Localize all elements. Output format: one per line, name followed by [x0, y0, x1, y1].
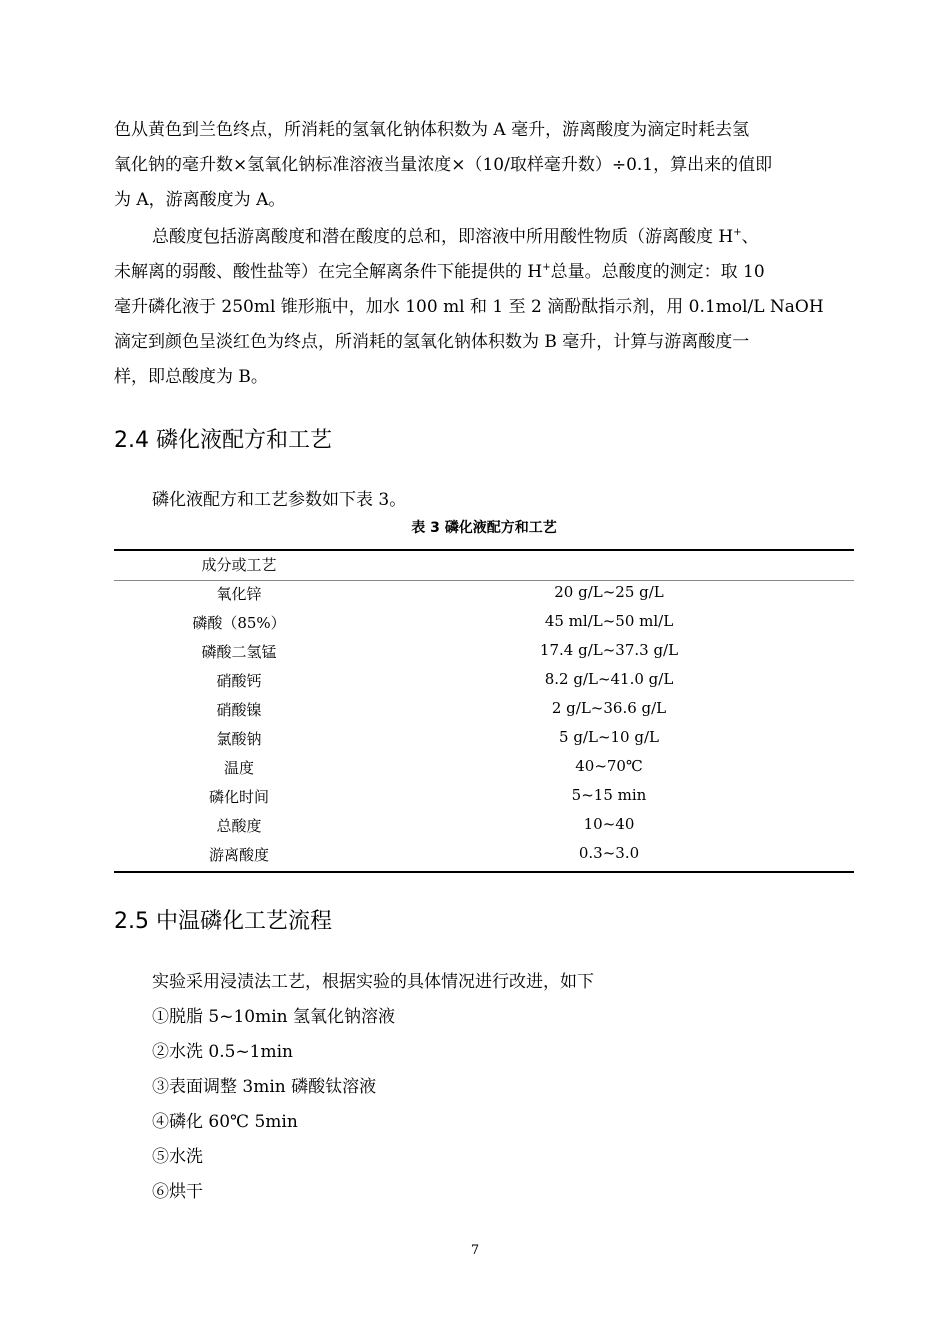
table-cell-item: 硝酸镍: [216, 701, 262, 719]
process-step: ④磷化 60℃ 5min: [152, 1112, 298, 1132]
paragraph-line: 样，即总酸度为 B。: [114, 367, 268, 387]
paragraph-line: 色从黄色到兰色终点，所消耗的氢氧化钠体积数为 A 毫升，游离酸度为滴定时耗去氢: [114, 120, 750, 140]
table-cell-value: 5~15 min: [571, 786, 647, 804]
table-cell-value: 5 g/L~10 g/L: [559, 728, 659, 746]
table-cell-item: 磷化时间: [208, 788, 269, 806]
text-run: 、: [741, 227, 759, 247]
table-cell-value: 10~40: [583, 815, 635, 833]
table-cell-value: 45 ml/L~50 ml/L: [544, 612, 674, 630]
table-cell-item: 硝酸钙: [216, 672, 262, 690]
paragraph-line: 毫升磷化液于 250ml 锥形瓶中，加水 100 ml 和 1 至 2 滴酚酞指示剂，用 0.1mol/L NaOH: [114, 297, 824, 317]
paragraph-total-acidity: [114, 220, 838, 395]
section-heading-2-4: 2.4 磷化液配方和工艺: [114, 428, 332, 453]
text-run: 总酸度包括游离酸度和潜在酸度的总和，即溶液中所用酸性物质（游离酸度 H: [152, 227, 734, 247]
table-header-cell: 成分或工艺: [201, 556, 277, 574]
paragraph-free-acidity: [114, 113, 838, 218]
process-step: ①脱脂 5~10min 氢氧化钠溶液: [152, 1007, 396, 1027]
table-cell-value: 40~70℃: [575, 757, 643, 775]
paragraph-line: [114, 220, 838, 255]
table-bottom-rule: [114, 871, 854, 873]
text-run: 总量。总酸度的测定：取 10: [550, 262, 765, 282]
process-step: ③表面调整 3min 磷酸钛溶液: [152, 1077, 377, 1097]
superscript: +: [542, 262, 551, 273]
paragraph-line: 氧化钠的毫升数×氢氧化钠标准溶液当量浓度×（10/取样毫升数）÷0.1，算出来的值即: [114, 155, 773, 175]
table-cell-value: 2 g/L~36.6 g/L: [551, 699, 667, 717]
table-cell-item: 氯酸钠: [216, 730, 262, 748]
superscript: +: [733, 227, 742, 238]
table-caption: 表 3 磷化液配方和工艺: [411, 520, 557, 536]
paragraph-line: 滴定到颜色呈淡红色为终点，所消耗的氢氧化钠体积数为 B 毫升，计算与游离酸度一: [114, 332, 750, 352]
table-cell-value: 20 g/L~25 g/L: [554, 583, 664, 601]
paragraph-line: 为 A，游离酸度为 A。: [114, 190, 286, 210]
section-intro: 磷化液配方和工艺参数如下表 3。: [152, 490, 407, 510]
table-cell-item: 氧化锌: [216, 585, 262, 603]
process-step: ⑥烘干: [152, 1182, 203, 1202]
table-cell-value: 0.3~3.0: [578, 844, 640, 862]
section-heading-2-5: 2.5 中温磷化工艺流程: [114, 909, 332, 934]
table-cell-item: 磷酸（85%）: [192, 614, 286, 632]
table-header-rule: [114, 580, 854, 581]
table-cell-item: 总酸度: [216, 817, 262, 835]
table-cell-item: 游离酸度: [208, 846, 269, 864]
table-top-rule: [114, 549, 854, 551]
text-run: 未解离的弱酸、酸性盐等）在完全解离条件下能提供的 H: [114, 262, 543, 282]
process-step: ⑤水洗: [152, 1147, 203, 1167]
table-cell-value: 8.2 g/L~41.0 g/L: [544, 670, 674, 688]
paragraph-line: [114, 255, 838, 290]
table-cell-item: 磷酸二氢锰: [201, 643, 277, 661]
page-number: 7: [470, 1243, 480, 1258]
table-cell-item: 温度: [223, 759, 254, 777]
process-step: ②水洗 0.5~1min: [152, 1042, 294, 1062]
section-intro: 实验采用浸渍法工艺，根据实验的具体情况进行改进，如下: [152, 972, 594, 992]
table-cell-value: 17.4 g/L~37.3 g/L: [539, 641, 679, 659]
